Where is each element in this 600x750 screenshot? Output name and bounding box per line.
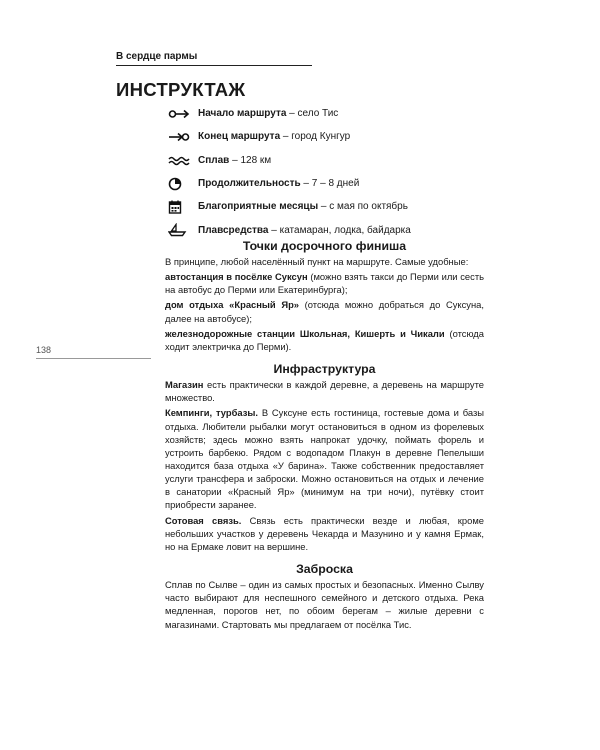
item-text: Связь есть практически везде и любая, кроме небольших участков у деревень Чекарда и Мазунино и у камня Ермак, но на Ермаке ловит на вершине. [165, 514, 484, 552]
info-label: Благоприятные месяцы [198, 201, 319, 213]
info-label: Сплав [198, 154, 230, 166]
info-label: Плавсредства [198, 224, 269, 236]
item-text: (отсюда можно добраться до Суксуна, далее на автобусе); [165, 299, 484, 324]
info-row-end [168, 125, 488, 148]
infrastructure-item [165, 406, 484, 511]
item-bold: железнодорожные станции Школьная, Кишерть и Чикали [165, 327, 445, 339]
page-number: 138 [36, 345, 52, 355]
infrastructure-item [165, 514, 484, 553]
info-value: – село Тис [286, 108, 339, 120]
info-value: – катамаран, лодка, байдарка [268, 224, 411, 236]
item-bold: Магазин [165, 379, 204, 391]
calendar-icon [168, 200, 190, 214]
wave-icon [168, 153, 190, 167]
page-title: ИНСТРУКТАЖ [116, 79, 246, 100]
main-content [165, 239, 484, 631]
early-finish-item [165, 298, 484, 324]
item-text: есть практически в каждой деревне, а деревень на маршруте множество. [165, 379, 484, 404]
page-number-block [36, 345, 51, 355]
early-finish-section [165, 239, 484, 353]
page-number-rule [36, 358, 151, 359]
item-text: В Суксуне есть гостиница, гостевые дома и базы отдыха. Любители рыбалки могут остановиться в одном из форелевых хозяйств; здесь можно взять напрокат удочку, поймать форель и устроить барбекю. Рядом с водопадом Плакун в деревне Пепелыши находится база отдыха «У барина». Также собственник предоставляет услуги трансфера и заброски. Можно остановиться на отдых и лечение в санатории «Красный Яр» (минимум на три ночи), путёвку стоит приобрести заранее. [165, 407, 484, 511]
boat-icon [168, 223, 190, 237]
infrastructure-section [165, 362, 484, 553]
running-head: В сердце пармы [116, 51, 312, 66]
info-value: – 128 км [229, 154, 272, 166]
info-row-rafting [168, 149, 488, 172]
section-title-early-finish: Точки досрочного финиша [242, 239, 407, 253]
item-text: (можно взять такси до Перми или сесть на автобус до Перми или Екатеринбурга); [165, 271, 484, 296]
item-text: (отсюда ходит электричка до Перми). [165, 327, 484, 352]
transfer-text: Сплав по Сылве – один из самых простых и безопасных. Именно Сылву часто выбирают для неспешного семейного и детского отдыха. Река медленная, порогов нет, по обоим берегам – жилые деревни с магазинами. Стартовать мы предлагаем от посёлка Тис. [165, 579, 484, 630]
section-title-infrastructure: Инфраструктура [273, 362, 376, 377]
transfer-section [165, 562, 484, 631]
infrastructure-item [165, 378, 484, 404]
early-finish-intro: В принципе, любой населённый пункт на маршруте. Самые удобные: [165, 255, 469, 267]
early-finish-item [165, 270, 484, 296]
item-bold: Кемпинги, турбазы. [165, 407, 258, 419]
info-label: Начало маршрута [198, 108, 287, 120]
info-label: Продолжительность [198, 178, 301, 190]
clock-icon [168, 177, 190, 191]
info-row-duration [168, 172, 488, 195]
item-bold: Сотовая связь. [165, 514, 242, 526]
route-start-icon [168, 107, 190, 121]
info-row-months [168, 195, 488, 218]
early-finish-item [165, 327, 484, 353]
info-value: – 7 – 8 дней [300, 178, 360, 190]
info-label: Конец маршрута [198, 131, 281, 143]
route-info-list [168, 102, 488, 242]
item-bold: дом отдыха «Красный Яр» [165, 299, 300, 311]
info-value: – с мая по октябрь [318, 201, 408, 213]
info-row-start [168, 102, 488, 125]
section-title-transfer: Заброска [296, 562, 353, 577]
item-bold: автостанция в посёлке Суксун [165, 271, 308, 283]
info-value: – город Кунгур [280, 131, 351, 143]
route-end-icon [168, 130, 190, 144]
